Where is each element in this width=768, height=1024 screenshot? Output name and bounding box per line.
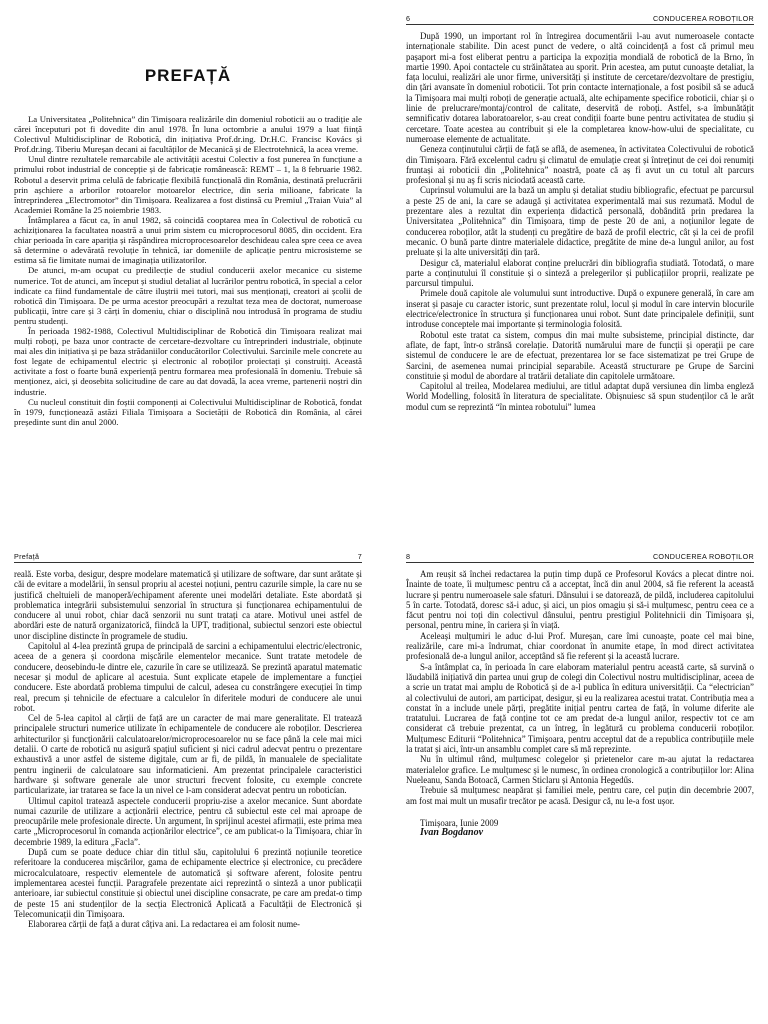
paragraph: Robotul este tratat ca sistem, compus din mai multe subsisteme, principial distincte, dar aflate, de fapt, într-o strânsă corelație. Datorită numărului mare de funcții și operații pe care sistemul de conducere le are de efectuat, prezentarea lor se face sistematizat pe trei Grupe de Sarcini, de asemenea numai principial separabile. Această structurare pe Grupe de Sarcini constituie și modul de abordare al tratării detaliate din capitolele următoare. bbox=[406, 329, 754, 381]
paragraph: Trebuie să mulțumesc neapărat și familiei mele, pentru care, cel puțin din decembrie 2007, am fost mai mult un musafir trecător pe acasă. Desigur că, nu le-a fost ușor. bbox=[406, 785, 754, 806]
running-header-title: Prefață bbox=[14, 552, 40, 561]
paragraph: Ultimul capitol tratează aspectele conducerii propriu-zise a axelor mecanice. Sunt abordate numai cazurile de utilizare a acționării electrice, pentru că subiectul este cel mai aproape de preocupările mele profesionale directe. Un argument, în sprijinul acestei afirmații, este prima mea carte „Microprocesorul în comanda acționărilor electrice”, ce am publicat-o la Timișoara, chiar în decembrie 1989, la editura „Facla”. bbox=[14, 795, 362, 847]
page-5-body bbox=[14, 114, 362, 427]
paragraph: reală. Este vorba, desigur, despre modelare matematică și utilizare de software, dar sunt arătate și căi de evitare a modelării, în sensul propriu al acestei noțiuni, pentru cazurile simple, la care nu se justifică cheltuieli de manoperă/echipament aferente unei modelări detaliate. Este abordată și problematica integrării subsistemului senzorial în structura și funcționarea echipamentului de conducere al unui robot, chiar dacă senzorii nu sunt tratați ca atare. Motivul unei astfel de abordări este de natură organizatorică, fiindcă la UPT, tradițional, subiectul senzori este obiectul unor discipline distincte în programele de studiu. bbox=[14, 569, 362, 641]
paragraph: Capitolul al 4-lea prezintă grupa de principală de sarcini a echipamentului electric/electronic, aceea de a genera și coordona mișcările elementelor mecanice. Sunt tratate metodele de conducere, deosebindu-le dintre ele, cazurile în care se utilizează. Se prezintă aparatul matematic necesar și modul de aplicare al acestuia. Sunt explicate etapele de implementare a funcției conducere. Este abordată problema timpului de calcul, adesea cu constrângere execuției în timp real, precum și tehnicile de efectuare a calculelor în diferitele moduri de conducere ale unui robot. bbox=[14, 641, 362, 713]
paragraph: După 1990, un important rol în întregirea documentării l-au avut numeroasele contacte internaționale stabilite. Din acest punct de vedere, o altă coincidență a fost că primul meu pașaport mi-a fost eliberat pentru a participa la expoziția mondială de robotică de la Brno, în martie 1990. Apoi contactele cu străinătatea au sporit. Prin acestea, am putut cunoaște detaliat, la fața locului, realizări ale unor firme, universități și institute de cercetare/dezvoltare de prestigiu, din țări avansate în domeniul roboticii. Tot prin contacte internaționale, a fost posibil să se aducă la Timișoara mai mulți roboți de generație actuală, alte echipamente specifice roboticii, chiar și o linie de prelucrare/montaj/control de calitate, deservită de roboți. Astfel, s-a îmbunătățit semnificativ dotarea laboratoarelor, s-au creat condiții foarte bune pentru activitatea de studiu și cercetare. Toate acestea au contribuit și ele la completarea know-how-ului de specialitate, cu numeroase elemente de actualitate. bbox=[406, 31, 754, 144]
paragraph: S-a întâmplat ca, în perioada în care elaboram materialul pentru această carte, să survină o lăudabilă inițiativă din partea unui grup de colegi din Colectivul nostru multidisciplinar, aceea de a scrie un tratat mai amplu de Robotică și de a-l publica în editura universității. Ca “electrician” al colectivului de autori, am participat, desigur, și eu la realizarea acestui tratat. Contribuția mea a constat în a include unele părți, pregătite inițial pentru cartea de față, în volume diferite ale tratatului. Lucrarea de față conține tot ce am predat de-a lungul anilor, respectiv tot ce am considerat că trebuie prezentat, ca un întreg, în legătură cu problema conducerii roboților. Mulțumesc Editurii “Politehnica” Timișoara, pentru acceptul dat de a republica contribuțiile mele la tratat și aici, într-un ansamblu complet care să mă reprezinte. bbox=[406, 661, 754, 755]
page-7 bbox=[14, 552, 362, 1020]
running-header bbox=[406, 552, 754, 563]
page-8 bbox=[406, 552, 754, 1020]
paragraph: Desigur că, materialul elaborat conține prelucrări din bibliografia studiată. Totodată, o mare parte a conținutului îl constituie și o sinteză a prelegerilor și publicațiilor proprii, realizate pe parcursul timpului. bbox=[406, 257, 754, 289]
place-date: Timișoara, Iunie 2009 bbox=[420, 817, 499, 828]
running-header bbox=[14, 552, 362, 563]
page-6-body bbox=[406, 31, 754, 412]
paragraph: Primele două capitole ale volumului sunt introductive. După o expunere generală, în care am inserat și pasaje cu caracter istoric, sunt prezentate rolul, locul și modul în care intervin blocurile electrice/electronice în structura și funcționarea unui robot. Sunt date principalele definiții, sunt introduse conceptele mai importante și terminologia folosită. bbox=[406, 288, 754, 330]
paragraph: La Universitatea „Politehnica” din Timișoara realizările din domeniul roboticii au o tradiție ale cărei începuturi pot fi dovedite din anul 1978. În luna octombrie a anului 1979 a luat ființă Colectivul Multidisciplinar de Robotică, din inițiativa Prof.dr.ing. Dr.H.C. Francisc Kovács și Prof.dr.ing. Tiberiu Mureșan decani ai facultăților de Mecanică și de Electrotehnică, la acea vreme. bbox=[14, 114, 362, 155]
paragraph: Elaborarea cărții de față a durat câțiva ani. La redactarea ei am folosit nume- bbox=[28, 919, 301, 930]
page-title: PREFAȚĂ bbox=[144, 66, 232, 85]
page-6 bbox=[406, 14, 754, 526]
paragraph: În perioada 1982-1988, Colectivul Multidisciplinar de Robotică din Timișoara realizat mai mulți roboți, pe baza unor contracte de cercetare-dezvoltare cu întreprinderi industriale, obținute mai ales din inițiativa și pe baza strădaniilor conducătorilor Colectivului. Sarcinile mele concrete au fost legate de echipamentul electric și electronic al roboților proiectați și construiți. Această activitate a fost o foarte bună experiență pentru formarea mea profesională în domeniu. Trebuie să menționez, aici, și deosebita solicitudine de care au dat dovadă, la acea vreme, partenerii noștri din industrie. bbox=[14, 325, 362, 397]
paragraph: Cel de 5-lea capitol al cărții de față are un caracter de mai mare generalitate. El tratează principalele structuri numerice utilizate în echipamentele de conducere ale roboților. Descrierea arhitecturilor și funcționării calculatoarelor/microprocesoarelor nu se face până la cele mai mici detalii. O carte de robotică nu asigură spațiul suficient și nici cadrul adecvat pentru o prezentare exhaustivă a unor astfel de sisteme digitale, cum ar fi, de pildă, în manualele de specialitate pentru inginerii de calculatoare sau informaticieni. Am prezentat principalele caracteristici hardware și software generale ale unor structuri frecvent folosite, cu exemple concrete particularizate, iar tratarea se face la un nivel ce l-am considerat adecvat pentru un roboticían. bbox=[14, 713, 362, 796]
page-number: 6 bbox=[406, 14, 411, 23]
paragraph: Geneza conținutului cărții de față se află, de asemenea, în activitatea Colectivului de robotică din Timișoara. Fără excelentul cadru și climatul de emulație creat și întreținut de cei doi renumiți fruntași ai roboticii din „Politehnica” noastră, poate că aș fi avut un cu totul alt parcurs profesional și nu aș fi scris niciodată această carte. bbox=[406, 144, 754, 186]
paragraph: Nu în ultimul rând, mulțumesc colegelor și prietenelor care m-au ajutat la redactarea materialelor grafice. Le mulțumesc și le numesc, în ordinea cronologică a contribuțiilor lor: Alina Nueleanu, Sanda Botoacă, Carmen Sticlaru și Antonia Hegedűs. bbox=[406, 754, 754, 785]
paragraph: Cuprinsul volumului are la bază un amplu și detaliat studiu bibliografic, efectuat pe parcursul a peste 25 de ani, la care se adaugă și activitatea experimentală mai sus rezumată. Modul de prezentare ales a rezultat din experiența didactică personală, dobândită prin predarea la Universitatea „Politehnica” din Timișoara, timp de peste 20 de ani, a noțiunilor legate de conducerea roboților, atât la studenți cu pregătire de bază de profil electric, cât și la cei de profil mecanic. O bună parte dintre materialele didactice, pregătite de mine de-a lungul anilor, au fost preluate și la alte universități din țară. bbox=[406, 185, 754, 258]
page-number: 7 bbox=[357, 552, 362, 561]
paragraph: Unul dintre rezultatele remarcabile ale activității acestui Colectiv a fost punerea în funcțiune a primului robot industrial de concepție și de fabricație românească: REMT – 1, la 8 februarie 1982. Robotul a deservit prima celulă de fabricație flexibilă funcțională din România, destinată prelucrării prin așchiere a arborilor rotoarelor motoarelor electrice, din seria milioane, fabricate la întreprinderea „Electromotor” din Timișoara. Realizarea a fost distinsă cu Premiul „Traian Vuia” al Academiei Române la 25 noiembrie 1983. bbox=[14, 154, 362, 215]
running-header-title: CONDUCEREA ROBOȚILOR bbox=[652, 14, 754, 23]
paragraph: Cu nucleul constituit din foștii componenți ai Colectivului Multidisciplinar de Robotică, fondat în 1979, funcționează astăzi Filiala Timișoara a Societății de Robotică din România, al cărei președinte sunt din anul 2000. bbox=[14, 396, 362, 427]
paragraph: Întâmplarea a făcut ca, în anul 1982, să coincidă cooptarea mea în Colectivul de robotică cu achiziționarea la facultatea noastră a unui prim sistem cu microprocesorul 8085, din occident. Era chiar perioada în care apariția și răspândirea microprocesoarelor deschideau calea spre ceea ce avea să determine o adevărată revoluție în tehnică, iar domeniile de aplicație pentru microsisteme se estima să fie limitate numai de imaginația utilizatorilor. bbox=[14, 214, 362, 266]
paragraph: După cum se poate deduce chiar din titlul său, capitolului 6 prezintă noțiunile teoretice referitoare la conducerea mișcărilor, gama de echipamente electrice și electronice, cu precădere microcalculatoare, respectiv elementele de automatică și software aferent, folosite pentru implementarea acestei funcții. Paragrafele prezentate aici reprezintă o sinteză a unor publicații anterioare, iar subiectul constituie și obiectul unei discipline consacrate, pe care am predat-o timp de peste 15 ani studenților de la secția Electronică Aplicată a Facultății de Electronică și Telecomunicații din Timișoara. bbox=[14, 847, 362, 919]
author-signature: Ivan Bogdanov bbox=[420, 827, 484, 839]
running-header bbox=[406, 14, 754, 25]
paragraph: Capitolul al treilea, Modelarea mediului, are titlul adaptat după versiunea din limba engleză World Modelling, folosită în literatura de specialitate. Obișnuiesc să spun studenților că le arăt modul cum se reprezintă “în mintea robotului” lumea bbox=[406, 381, 754, 412]
page-7-body bbox=[14, 569, 362, 929]
paragraph: Aceleași mulțumiri le aduc d-lui Prof. Mureșan, care îmi cunoaște, poate cel mai bine, realizările, care mi-a îndrumat, chiar coordonat în anumite etape, în mod direct activitatea profesională de-a lungul anilor, acceptând să fie referent și la această lucrare. bbox=[406, 630, 754, 662]
paragraph: De atunci, m-am ocupat cu predilecție de studiul conducerii axelor mecanice cu sisteme numerice. Tot de atunci, am început și studiul detaliat al lucrărilor pentru robotică, în special a celor indicate ca fiind fundamentale de către iluștrii mei tutori, mai sus menționați, creatori ai școlii de robotică din Timișoara. De pe urma acestor preocupări a rezultat teza mea de doctorat, numeroase publicații, între care și 3 cărți în domeniu, chiar o disciplină nou introdusă în programa de studiu pentru studenți. bbox=[14, 265, 362, 326]
page-number: 8 bbox=[406, 552, 411, 561]
page-8-body bbox=[406, 569, 754, 838]
paragraph: Am reușit să închei redactarea la puțin timp după ce Profesorul Kovács a plecat dintre noi. Înainte de toate, îi mulțumesc pentru că a acceptat, încă din anul 2004, să fie referent la această lucrare și pentru numeroasele sale sfaturi. Dânsului i se datorează, de pildă, includerea capitolului 5 în carte. Totodată, doresc să-i aduc, și aici, un pios omagiu și să-i mulțumesc, pentru ceea ce a făcut pentru noi toți din colectivul dânsului, pentru prestigiul Politehnicii din Timișoara și, personal, pentru mine, în cariera și în viață. bbox=[406, 569, 754, 631]
page-5 bbox=[14, 14, 362, 526]
running-header-title: CONDUCEREA ROBOȚILOR bbox=[652, 552, 754, 561]
